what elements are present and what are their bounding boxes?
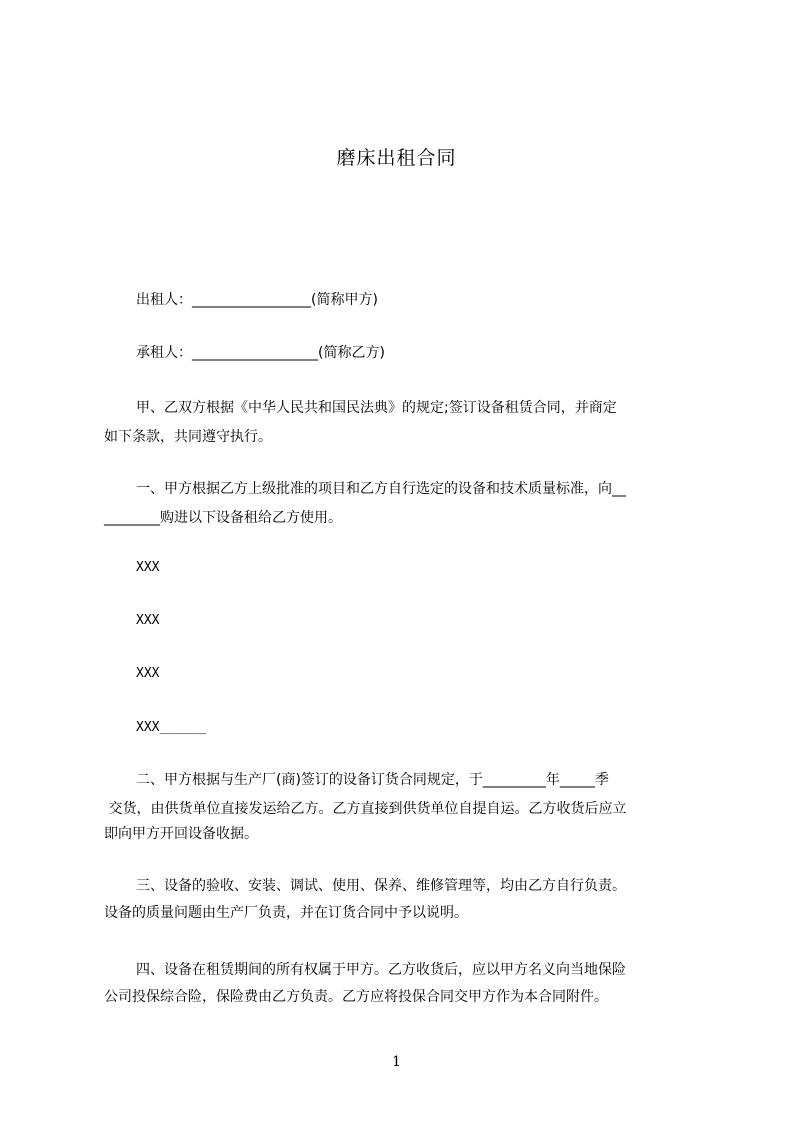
lessor-line: 出租人：_________________(简称甲方) xyxy=(136,292,378,308)
preamble-line-2: 如下条款，共同遵守执行。 xyxy=(104,429,272,445)
clause2-line-3: 即向甲方开回设备收据。 xyxy=(104,826,258,842)
clause3-line-1: 三、设备的验收、安装、调试、使用、保养、维修管理等，均由乙方自行负责。 xyxy=(136,878,626,894)
page-number: 1 xyxy=(392,1054,401,1070)
equipment-item-2: XXX xyxy=(136,613,160,628)
clause1-line-1: 一、甲方根据乙方上级批准的项目和乙方自行选定的设备和技术质量标准，向__ xyxy=(136,481,626,497)
lessee-line: 承租人：__________________(简称乙方) xyxy=(136,345,385,361)
clause4-line-1: 四、设备在租赁期间的所有权属于甲方。乙方收货后，应以甲方名义向当地保险 xyxy=(136,962,626,978)
document-title: 磨床出租合同 xyxy=(336,147,457,169)
equipment-item-1: XXX xyxy=(136,560,160,575)
clause1-line-2: ________购进以下设备租给乙方使用。 xyxy=(104,510,342,526)
equipment-item-4: XXX______ xyxy=(136,720,207,735)
clause2-line-2: 交货，由供货单位直接发运给乙方。乙方直接到供货单位自提自运。乙方收货后应立 xyxy=(104,801,627,817)
equipment-item-3: XXX xyxy=(136,666,160,681)
clause3-line-2: 设备的质量问题由生产厂负责，并在订货合同中予以说明。 xyxy=(104,905,468,921)
clause2-line-1: 二、甲方根据与生产厂(商)签订的设备订货合同规定，于_________年_____季 xyxy=(136,772,609,788)
preamble-line-1: 甲、乙双方根据《中华人民共和国民法典》的规定;签订设备租赁合同，并商定 xyxy=(136,400,617,416)
clause4-line-2: 公司投保综合险，保险费由乙方负责。乙方应将投保合同交甲方作为本合同附件。 xyxy=(104,989,608,1005)
